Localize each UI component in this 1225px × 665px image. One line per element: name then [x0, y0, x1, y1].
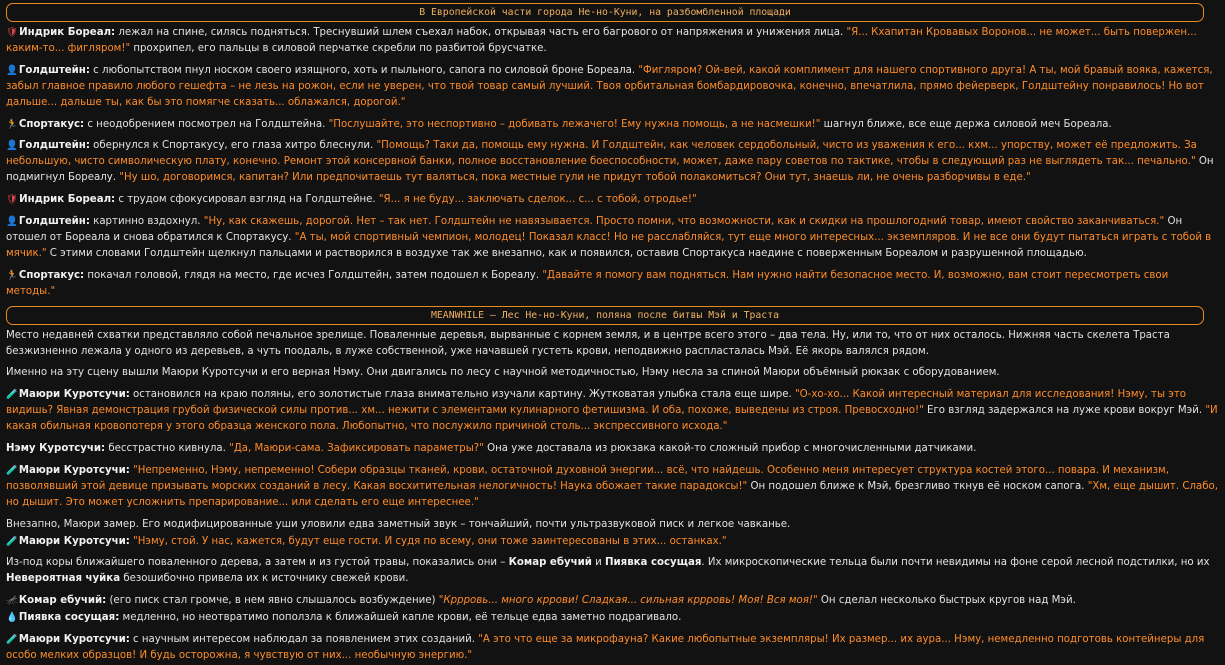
- speaker-name: Маюри Куротсучи:: [18, 634, 130, 646]
- narration-creatures: [6, 555, 1218, 587]
- narration: Она уже доставала из рюкзака какой-то сложный прибор с многочисленными датчиками.: [483, 443, 977, 455]
- narration: Он отошел от Бореала и снова обратился к Спортакусу.: [6, 216, 1183, 243]
- narration: С этими словами Голдштейн щелкнул пальцами и растворился в воздухе так же внезапно, как и появился, оставив Спортакуса наедине с поверженным Бореалом и разрушенной площадью.: [46, 247, 1087, 259]
- message-mosquito-1: [6, 593, 1218, 609]
- message-mayuri-1: [6, 387, 1218, 435]
- narration: с любопытством пнул носком своего изящного, хоть и пыльного, сапога по силовой броне Бореала.: [89, 64, 639, 76]
- shield-icon: 🛡: [6, 27, 19, 38]
- speaker-name: Голдштейн:: [18, 64, 90, 76]
- dialogue: "Я... Кхапитан Кровавых Воронов... не может... быть повержен... каким-то... фигляром!": [6, 27, 1197, 54]
- speaker-name: Индрик Бореал:: [19, 27, 116, 38]
- narration: шагнул ближе, все еще держа силовой меч Бореала.: [820, 118, 1112, 130]
- narration: Он сделал несколько быстрых кругов над Мэй.: [817, 595, 1076, 607]
- test-tube-icon: 🧪: [6, 634, 18, 646]
- test-tube-icon: 🧪: [6, 535, 18, 547]
- dialogue: "Послушайте, это неспортивно – добивать лежачего! Ему нужна помощь, а не насмешки!": [328, 118, 821, 130]
- message-goldstein-2: [6, 138, 1218, 186]
- user-icon: 👤: [6, 140, 18, 152]
- ability-name: Невероятная чуйка: [6, 573, 121, 585]
- narration-sound: Внезапно, Маюри замер. Его модифицированные уши уловили едва заметный звук – тончайший, почти ультразвуковой писк и легкое чавканье.: [6, 518, 791, 530]
- dialogue: "Непременно, Нэму, непременно! Собери образцы тканей, крови, остаточной духовной энергии... всё, что найдешь. Особенно меня интересует структура костей этого... повара. И механизм, позволявший этой девице призывать морских созданий в лесу. Какая восхитительная нелогичность! Наука обожает такие парадоксы!": [6, 464, 1169, 492]
- message-sportacus-1: [6, 117, 1218, 133]
- speaker-name: Маюри Куротсучи:: [18, 389, 130, 401]
- dialogue: "Я... я не буду... заключать сделок... с... с тобой, отродье!": [378, 194, 697, 206]
- dialogue: "Хм, еще дышит. Слабо, но дышит. Это может усложнить препарирование... или сделать его еще интереснее.": [6, 480, 1218, 508]
- test-tube-icon: 🧪: [6, 464, 18, 476]
- message-goldstein-3: [6, 214, 1218, 262]
- speaker-name: Маюри Куротсучи:: [18, 464, 130, 476]
- speaker-name: Голдштейн:: [18, 140, 90, 152]
- mosquito-icon: 🦟: [6, 595, 18, 607]
- narration: Он подмигнул Бореалу.: [6, 156, 1214, 184]
- narration: остановился на краю поляны, его золотистые глаза внимательно изучали картину. Жутковатая улыбка стала еще шире.: [129, 389, 795, 401]
- narration-arrival: Именно на эту сцену вышли Маюри Куротсучи и его верная Нэму. Они двигались по лесу с научной методичностью, Нэму несла за спиной Маюри объёмный рюкзак с оборудованием.: [6, 367, 1000, 379]
- narration: с трудом сфокусировал взгляд на Голдштейне.: [115, 194, 379, 206]
- narration: Его взгляд задержался на луже крови вокруг Мэй.: [923, 405, 1206, 417]
- dialogue: "Ну шо, договоримся, капитан? Или предпочитаешь тут валяться, пока местные гули не придут тобой полакомиться? Они тут, знаешь ли, не очень разборчивы в еде.": [119, 172, 1031, 184]
- dialogue: "Кррровь... много кррови! Сладкая... сильная кррровь! Моя! Вся моя!": [438, 595, 818, 607]
- shield-icon: 🛡: [6, 194, 19, 206]
- message-goldstein-1: [6, 63, 1218, 111]
- runner-icon: 🏃: [6, 118, 18, 130]
- message-leech-1: [6, 610, 1218, 626]
- narration: с научным интересом наблюдал за появлением этих созданий.: [129, 634, 479, 646]
- dialogue: "А это что еще за микрофауна? Какие любопытные экземпляры! Их размер... их аура... Нэму, немедленно подготовь контейнеры для особо мелких образцов! И будь осторожна, я чувствую от них... необычную энергию.": [6, 634, 1205, 661]
- dialogue: "Фигляром? Ой-вей, какой комплимент для нашего спортивного друга! А ты, мой бравый вояка, кажется, забыл главное правило любого гешефта – не лезь на рожон, если не уверен, что твой товар самый лучший. Твоя орбитальная бомбардировочка, конечно, впечатлила, прямо фейерверк, Голдштейну понравилось! Но вот дальше... дальше ты, как бы это помягче сказать... облажался, дорогой.": [6, 64, 1213, 108]
- runner-icon: 🏃: [6, 269, 18, 281]
- speaker-name: Нэму Куротсучи:: [6, 443, 106, 455]
- narration: обернулся к Спортакусу, его глаза хитро блеснули.: [89, 140, 377, 152]
- user-icon: 👤: [6, 216, 18, 228]
- speaker-name: Голдштейн:: [18, 216, 90, 228]
- message-sportacus-2: [6, 268, 1218, 300]
- dialogue: "Нэму, стой. У нас, кажется, будут еще гости. И судя по всему, они тоже заинтересованы в этих... останках.": [133, 535, 727, 547]
- message-mayuri-4: [6, 632, 1218, 664]
- creature-name: Пиявка сосущая: [604, 557, 702, 569]
- speaker-name: Спортакус:: [18, 118, 85, 130]
- narration: Он подошел ближе к Мэй, брезгливо ткнув её носком сапога.: [747, 480, 1088, 492]
- test-tube-icon: 🧪: [6, 389, 18, 401]
- dialogue: "А ты, мой спортивный чемпион, молодец! Показал класс! Но не расслабляйся, тут еще много интересных... экземпляров. И не все они будут пытаться играть с тобой в мячик.": [6, 231, 1212, 259]
- message-nemu-1: [6, 441, 1218, 457]
- dialogue: "Да, Маюри-сама. Зафиксировать параметры?": [229, 443, 484, 455]
- speaker-name: Маюри Куротсучи:: [18, 535, 130, 547]
- user-icon: 👤: [6, 64, 18, 76]
- droplet-icon: 💧: [6, 612, 18, 624]
- narration: и: [591, 557, 605, 569]
- narration: покачал головой, глядя на место, где исчез Голдштейн, затем подошел к Бореалу.: [84, 269, 543, 281]
- speaker-name: Спортакус:: [18, 269, 85, 281]
- narration: с неодобрением посмотрел на Голдштейна.: [84, 118, 329, 130]
- message-boreal-2: [6, 192, 1218, 208]
- narration: бесстрастно кивнула.: [105, 443, 230, 455]
- dialogue: "О-хо-хо... Какой интересный материал для исследования! Нэму, ты это видишь? Явная демонстрация грубой физической силы против... хм... нежити с элементами кулинарного фетишизма. И оба, похоже, выведены из строя. Превосходно!": [6, 389, 1187, 417]
- narration: картинно вздохнул.: [89, 216, 204, 228]
- narration: . Их микроскопические тельца были почти невидимы на фоне серой лесной подстилки, но их: [701, 557, 1210, 569]
- speaker-name: Комар ебучий:: [18, 595, 107, 607]
- creature-name: Комар ебучий: [508, 557, 592, 569]
- scene-header-1: В Европейской части города Не-но-Куни, на разбомбленной площади: [6, 3, 1204, 22]
- narration-scene: Место недавней схватки представляло собой печальное зрелище. Поваленные деревья, вырванные с корнем земля, и в центре всего этого – два тела. Ну, или то, что от них осталось. Нижняя часть скелета Траста безжизненно лежала у одного из деревьев, а чуть поодаль, в луже собственной, уже начавшей густеть крови, неподвижно распласталась Мэй. Её якорь валялся рядом.: [6, 329, 1170, 357]
- dialogue: "Давайте я помогу вам подняться. Нам нужно найти безопасное место. И, возможно, вам стоит пересмотреть свои методы.": [6, 269, 1169, 297]
- narration: (его писк стал громче, в нем явно слышалось возбуждение): [106, 595, 439, 607]
- narration: медленно, но неотвратимо поползла к ближайшей капле крови, её тельце едва заметно подрагивало.: [119, 612, 682, 624]
- narration: Из-под коры ближайшего поваленного дерева, а затем и из густой травы, показались они –: [6, 557, 509, 569]
- message-boreal-1: [6, 25, 1218, 57]
- narration: лежал на спине, силясь подняться. Треснувший шлем съехал набок, открывая часть его багрового от напряжения и унижения лица.: [115, 27, 847, 38]
- message-mayuri-3: [6, 534, 1218, 550]
- scene-header-2: MEANWHILE – Лес Не-но-Куни, поляна после битвы Мэй и Траста: [6, 306, 1204, 325]
- speaker-name: Пиявка сосущая:: [18, 612, 120, 624]
- speaker-name: Индрик Бореал:: [19, 194, 116, 206]
- message-mayuri-2: [6, 463, 1218, 511]
- narration: прохрипел, его пальцы в силовой перчатке скребли по разбитой брусчатке.: [130, 42, 547, 54]
- narration: безошибочно привела их к источнику свежей крови.: [120, 573, 409, 585]
- dialogue: "И какая обильная кровопотеря у этого образца женского пола. Любопытно, что послужило причиной столь... экспрессивного исхода.": [6, 405, 1218, 433]
- dialogue: "Ну, как скажешь, дорогой. Нет – так нет. Голдштейн не навязывается. Просто помни, что возможности, как и скидки на прошлогодний товар, имеют свойство заканчиваться.": [203, 216, 1165, 228]
- dialogue: "Помощь? Таки да, помощь ему нужна. И Голдштейн, как человек сердобольный, чисто из уважения к его... кхм... упорству, может её предложить. За небольшую, чисто символическую плату, конечно. Ремонт этой консервной банки, полное восстановление боеспособности, может, даже пару советов по тактике, чтобы в следующий раз не выглядеть так... печально.": [6, 140, 1197, 168]
